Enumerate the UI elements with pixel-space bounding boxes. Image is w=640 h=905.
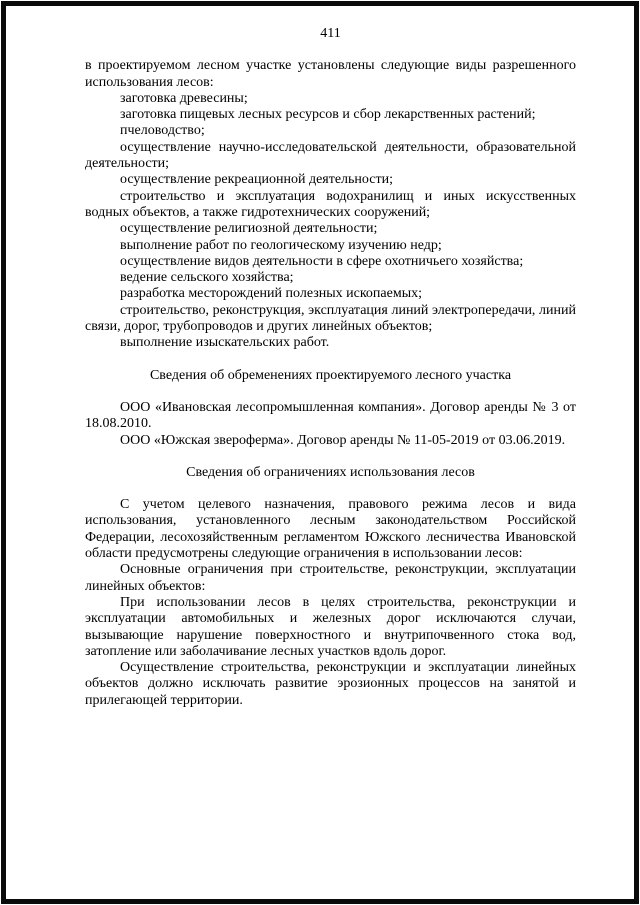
list-item: осуществление научно-исследовательской деятельности, образовательной деятельности;	[85, 139, 576, 172]
list-item: заготовка древесины;	[120, 90, 248, 106]
page-number: 411	[320, 26, 341, 41]
section-heading-restrictions: Сведения об ограничениях использования лесов	[186, 464, 475, 480]
paragraph: ООО «Южская звероферма». Договор аренды № 11-05-2019 от 03.06.2019.	[120, 432, 566, 448]
list-item: заготовка пищевых лесных ресурсов и сбор лекарственных растений;	[120, 107, 536, 123]
paragraph: Основные ограничения при строительстве, реконструкции, эксплуатации линейных объектов:	[85, 562, 576, 594]
paragraph: С учетом целевого назначения, правового режима лесов и вида использования, установленного лесным законодательством Российской Федерации, лесохозяйственным регламентом Южского лесничества Ивановской области предусмотрены следующие ограничения в использовании лесов:	[85, 497, 576, 562]
list-item: строительство, реконструкция, эксплуатация линий электропередачи, линий связи, дорог, трубопроводов и других линейных объектов;	[85, 302, 576, 335]
paragraph: ООО «Ивановская лесопромышленная компания». Договор аренды № 3 от 18.08.2010.	[85, 399, 576, 432]
page-content	[85, 26, 576, 895]
list-item: осуществление религиозной деятельности;	[120, 221, 378, 237]
list-item: разработка месторождений полезных ископаемых;	[120, 286, 423, 302]
paragraph: Осуществление строительства, реконструкции и эксплуатации линейных объектов должно исключать развитие эрозионных процессов на занятой и прилегающей территории.	[85, 660, 576, 708]
section-heading-encumbrances: Сведения об обременениях проектируемого лесного участка	[149, 367, 512, 383]
paragraph-intro: в проектируемом лесном участке установлены следующие виды разрешенного использования лесов:	[85, 58, 576, 90]
list-item: осуществление видов деятельности в сфере охотничьего хозяйства;	[120, 253, 524, 269]
list-item: строительство и эксплуатация водохранилищ и иных искусственных водных объектов, а также гидротехнических сооружений;	[85, 188, 576, 220]
list-item: выполнение изыскательских работ.	[120, 335, 330, 351]
list-item: пчеловодство;	[120, 123, 205, 139]
list-item: осуществление рекреационной деятельности;	[120, 172, 393, 188]
list-item: ведение сельского хозяйства;	[120, 270, 294, 286]
paragraph: При использовании лесов в целях строительства, реконструкции и эксплуатации автомобильных и железных дорог исключаются случаи, вызывающие нарушение поверхностного и внутрипочвенного стока вод, затопление или заболачивание лесных участков вдоль дорог.	[85, 594, 576, 659]
list-item: выполнение работ по геологическому изучению недр;	[120, 237, 442, 253]
